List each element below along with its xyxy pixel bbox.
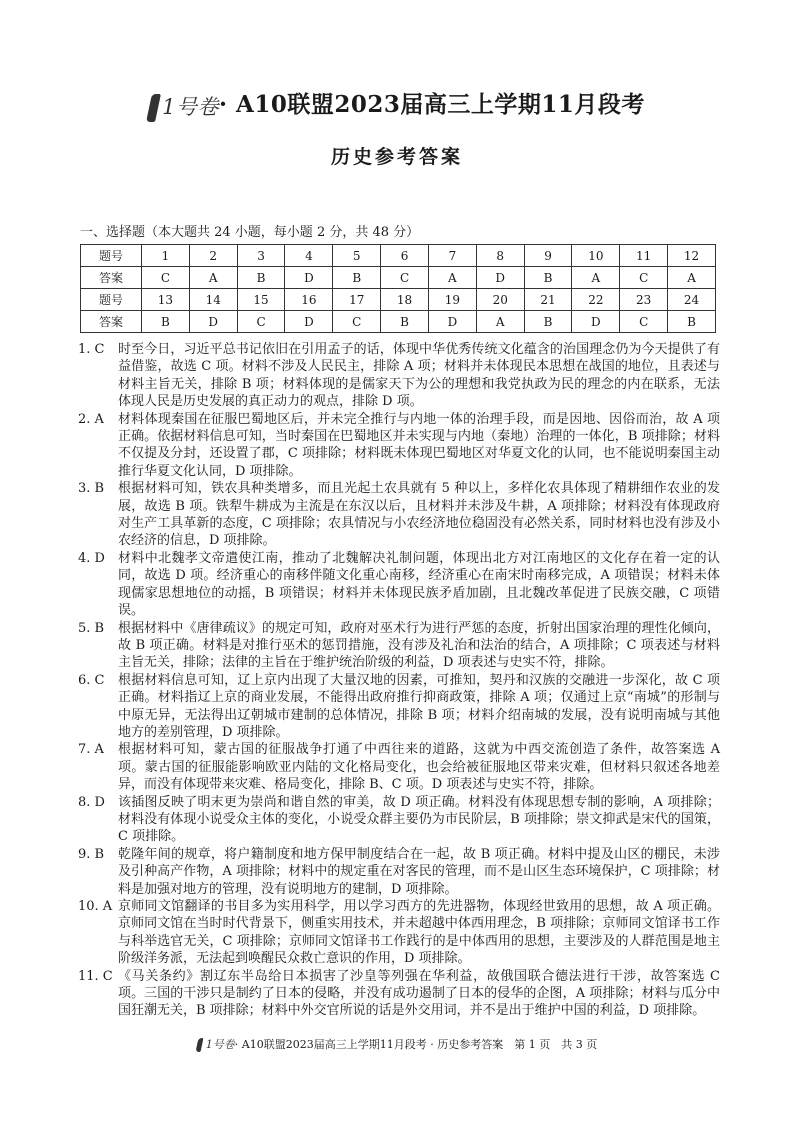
list-item	[78, 341, 720, 411]
item-explanation: 京师同文馆翻译的书目多为实用科学，用以学习西方的先进器物，体现经世致用的思想，故 A 项正确。京师同文馆在当时时代背景下，侧重实用技术，并未超越中体西用理念，B 项排除；京师同文馆译书工作与科举选官无关，C 项排除；京师同文馆译书工作践行的是中体西用的思想，主要涉及的人群范围是地主阶级洋务派，无法起到唤醒民众救亡意识的作用，D 项排除。	[118, 899, 720, 967]
table-cell: 21	[524, 289, 572, 311]
item-explanation: 根据材料信息可知，辽上京内出现了大量汉地的因素，可推知，契丹和汉族的交融进一步深化，故 C 项正确。材料指辽上京的商业发展，不能得出政府推行抑商政策，排除 A 项；仅通过上京“南城”的形制与中原无异，无法得出辽朝城市建制的总体情况，排除 B 项；材料介绍南城的发展，没有说明南城与其他地方的差别管理，D 项排除。	[118, 672, 720, 740]
list-item	[78, 741, 720, 793]
list-item	[78, 411, 720, 481]
list-item	[78, 794, 720, 846]
table-cell: B	[381, 311, 429, 333]
table-cell: 13	[142, 289, 190, 311]
table-cell: 7	[428, 245, 476, 267]
table-cell: C	[333, 311, 381, 333]
table-cell: C	[620, 311, 668, 333]
item-explanation: 该插图反映了明末更为崇尚和谐自然的审美，故 D 项正确。材料没有体现思想专制的影响，A 项排除；材料没有体现小说受众主体的变化，小说受众群主要仍为市民阶层，B 项排除；崇文抑武是宋代的国策，C 项排除。	[118, 794, 720, 845]
row-label: 题号	[81, 289, 142, 311]
table-cell: 22	[572, 289, 620, 311]
table-cell: C	[381, 267, 429, 289]
item-number: 8. D	[78, 794, 105, 810]
table-cell: B	[524, 311, 572, 333]
item-explanation: 根据材料中《唐律疏议》的规定可知，政府对巫术行为进行严惩的态度，折射出国家治理的理性化倾向，故 B 项正确。材料是对推行巫术的惩罚措施，没有涉及礼治和法治的结合，A 项排除；C 项表述与材料主旨无关，排除；法律的主旨在于维护统治阶级的利益，D 项表述与史实不符，排除。	[118, 620, 720, 671]
explanations-list	[78, 341, 720, 1020]
row-label: 答案	[81, 267, 142, 289]
document-title: · A10联盟2023届高三上学期11月段考	[218, 91, 645, 118]
item-number: 3. B	[78, 481, 105, 497]
table-cell: 8	[476, 245, 524, 267]
table-cell: B	[668, 311, 716, 333]
exam-logo: 1号卷	[149, 91, 219, 122]
row-label: 题号	[81, 245, 142, 267]
table-cell: A	[668, 267, 716, 289]
list-item	[78, 480, 720, 550]
table-cell: 24	[668, 289, 716, 311]
table-cell: 9	[524, 245, 572, 267]
table-cell: D	[285, 311, 333, 333]
item-explanation: 材料体现秦国在征服巴蜀地区后，并未完全推行与内地一体的治理手段，而是因地、因俗而治，故 A 项正确。依据材料信息可知，当时秦国在巴蜀地区并未实现与内地（秦地）治理的一体化，B 项排除；材料不仅提及分封，还设置了郡，C 项排除；材料既未体现巴蜀地区对华夏文化的认同，也不能说明秦国主动推行华夏文化认同，D 项排除。	[118, 411, 720, 479]
item-number: 1. C	[78, 342, 105, 357]
table-cell: A	[189, 267, 237, 289]
row-label: 答案	[81, 311, 142, 333]
table-row	[81, 245, 716, 267]
item-explanation: 时至今日，习近平总书记依旧在引用孟子的话，体现中华优秀传统文化蕴含的治国理念仍为今天提供了有益借鉴，故选 C 项。材料不涉及人民民主，排除 A 项；材料并未体现民本思想在战国的地位，且表述与材料主旨无关，排除 B 项；材料体现的是儒家天下为公的理想和我党执政为民的理念的内在联系，无法体现人民是历史发展的真正动力的观点，排除 D 项。	[118, 342, 720, 410]
item-explanation: 根据材料可知，铁农具种类增多，而且光起土农具就有 5 种以上，多样化农具体现了精耕细作农业的发展，故选 B 项。铁犁牛耕成为主流是在东汉以后，且材料并未涉及牛耕，A 项排除；材料没有体现政府对生产工具革新的态度，C 项排除；农具情况与小农经济地位稳固没有必然关系，同时材料也没有涉及小农经济的信息，D 项排除。	[118, 481, 720, 549]
table-cell: C	[237, 311, 285, 333]
list-item	[78, 550, 720, 620]
item-number: 10. A	[78, 899, 113, 914]
table-cell: 20	[476, 289, 524, 311]
table-cell: A	[476, 311, 524, 333]
table-cell: A	[428, 267, 476, 289]
page-header	[0, 86, 794, 122]
table-cell: 2	[189, 245, 237, 267]
item-number: 9. B	[78, 846, 105, 862]
table-row	[81, 311, 716, 333]
page-footer: 1号卷· A10联盟2023届高三上学期11月段考 · 历史参考答案 第 1 页 共 3 页	[0, 1036, 794, 1052]
table-cell: D	[572, 311, 620, 333]
item-explanation: 材料中北魏孝文帝遣使江南，推动了北魏解决礼制问题，体现出北方对江南地区的文化存在着一定的认同，故选 D 项。经济重心的南移伴随文化重心南移，经济重心在南宋时南移完成，A 项错误；材料未体现儒家思想地位的动摇，B 项错误；材料并未体现民族矛盾加剧，且北魏改革促进了民族交融，C 项错误。	[118, 550, 720, 619]
section-title: 一、选择题（本大题共 24 小题，每小题 2 分，共 48 分）	[80, 225, 420, 240]
table-cell: 19	[428, 289, 476, 311]
table-cell: 4	[285, 245, 333, 267]
footer-text: · A10联盟2023届高三上学期11月段考 · 历史参考答案 第 1 页 共 3 页	[234, 1038, 598, 1051]
table-cell: B	[237, 267, 285, 289]
table-cell: C	[620, 267, 668, 289]
logo-mark-icon	[195, 1038, 203, 1052]
item-explanation: 乾隆年间的规章，将户籍制度和地方保甲制度结合在一起，故 B 项正确。材料中提及山区的棚民，未涉及引种高产作物，A 项排除；材料中的规定重在对客民的管理，而不是山区生态环境保护，C 项排除；材料是加强对地方的管理，没有说明地方的建制，D 项排除。	[118, 846, 720, 897]
table-cell: B	[142, 311, 190, 333]
item-explanation: 《马关条约》割辽东半岛给日本损害了沙皇等列强在华利益，故俄国联合德法进行干涉，故答案选 C 项。三国的干涉只是制约了日本的侵略，并没有成功遏制了日本的侵华的企图，A 项排除；材料与瓜分中国狂潮无关，B 项排除；材料中外交官所说的话是外交用词，并不是出于维护中国的利益，D 项排除。	[118, 968, 720, 1019]
logo-mark-icon	[146, 94, 161, 122]
table-cell: B	[524, 267, 572, 289]
table-cell: 6	[381, 245, 429, 267]
item-number: 6. C	[78, 672, 105, 688]
table-cell: 3	[237, 245, 285, 267]
table-cell: 16	[285, 289, 333, 311]
table-cell: 10	[572, 245, 620, 267]
table-row	[81, 289, 716, 311]
list-item	[78, 898, 720, 968]
table-cell: A	[572, 267, 620, 289]
table-cell: 17	[333, 289, 381, 311]
table-cell: 23	[620, 289, 668, 311]
item-number: 7. A	[78, 742, 104, 758]
item-explanation: 根据材料可知，蒙古国的征服战争打通了中西往来的道路，这就为中西交流创造了条件，故答案选 A 项。蒙古国的征服能影响欧亚内陆的文化格局变化，也会给被征服地区带来灾难，但材料只叙述各地差异，而没有体现带来灾难、格局变化，排除 B、C 项。D 项表述与史实不符，排除。	[118, 742, 720, 793]
list-item	[78, 968, 720, 1020]
document-subtitle: 历史参考答案	[330, 146, 463, 168]
table-cell: B	[333, 267, 381, 289]
table-cell: C	[142, 267, 190, 289]
answer-table	[80, 244, 716, 333]
item-number: 2. A	[78, 411, 104, 427]
table-cell: D	[428, 311, 476, 333]
list-item	[78, 620, 720, 672]
table-cell: D	[476, 267, 524, 289]
table-row	[81, 267, 716, 289]
item-number: 11. C	[78, 968, 113, 984]
table-cell: 1	[142, 245, 190, 267]
item-number: 4. D	[78, 550, 105, 566]
list-item	[78, 846, 720, 898]
table-cell: 12	[668, 245, 716, 267]
table-cell: D	[189, 311, 237, 333]
item-number: 5. B	[78, 620, 105, 636]
table-cell: 5	[333, 245, 381, 267]
table-cell: D	[285, 267, 333, 289]
table-cell: 18	[381, 289, 429, 311]
table-cell: 15	[237, 289, 285, 311]
table-cell: 14	[189, 289, 237, 311]
table-cell: 11	[620, 245, 668, 267]
list-item	[78, 672, 720, 742]
